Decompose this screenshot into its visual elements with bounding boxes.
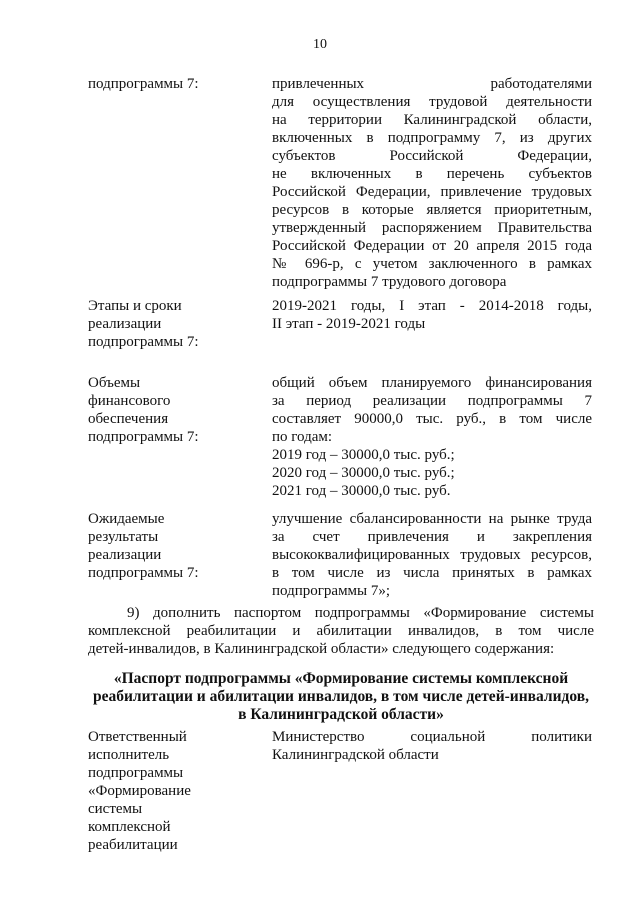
value-line: 2020 год – 30000,0 тыс. руб.; bbox=[272, 465, 455, 481]
value-line: составляет 90000,0 тыс. руб., в том числе bbox=[272, 411, 592, 427]
heading-line: реабилитации и абилитации инвалидов, в том числе детей-инвалидов, bbox=[93, 688, 589, 705]
value-line: № 696-р, с учетом заключенного в рамках bbox=[272, 256, 592, 272]
value-line: высококвалифицированных трудовых ресурсов, bbox=[272, 547, 592, 563]
paragraph-line: 9) дополнить паспортом подпрограммы «Формирование системы bbox=[127, 605, 594, 621]
value-line: для осуществления трудовой деятельности bbox=[272, 94, 592, 110]
value-line: в том числе из числа принятых в рамках bbox=[272, 565, 592, 581]
row-value bbox=[272, 75, 592, 291]
label-line: исполнитель bbox=[88, 747, 170, 763]
row-label bbox=[88, 297, 248, 351]
value-line: за счет привлечения и закрепления bbox=[272, 529, 592, 545]
paragraph-line: детей-инвалидов, в Калининградской области» следующего содержания: bbox=[88, 641, 555, 657]
row-label bbox=[88, 728, 248, 854]
row-value bbox=[272, 728, 592, 764]
value-line: Российской Федерации, привлечение трудовых bbox=[272, 184, 592, 200]
label-line: результаты bbox=[88, 529, 159, 545]
row-value bbox=[272, 374, 592, 500]
page-number: 10 bbox=[313, 37, 327, 52]
value-line: подпрограммы 7 трудового договора bbox=[272, 274, 507, 290]
value-line: включенных в подпрограмму 7, из других bbox=[272, 130, 592, 146]
row-label bbox=[88, 510, 248, 582]
label-line: Этапы и сроки bbox=[88, 298, 182, 314]
value-line: за период реализации подпрограммы 7 bbox=[272, 393, 592, 409]
value-line: Министерство социальной политики bbox=[272, 729, 592, 745]
row-label bbox=[88, 75, 248, 93]
body-paragraph bbox=[88, 604, 594, 658]
value-line: 2019-2021 годы, I этап - 2014-2018 годы, bbox=[272, 298, 592, 314]
value-line: подпрограммы 7»; bbox=[272, 583, 391, 599]
label-line: реализации bbox=[88, 547, 162, 563]
value-line: Калининградской области bbox=[272, 747, 439, 763]
value-line: утвержденный распоряжением Правительства bbox=[272, 220, 592, 236]
label-line: комплексной bbox=[88, 819, 171, 835]
value-line: Российской Федерации от 20 апреля 2015 года bbox=[272, 238, 592, 254]
value-line: субъектов Российской Федерации, bbox=[272, 148, 592, 164]
heading-line: в Калининградской области» bbox=[238, 706, 444, 723]
label-line: «Формирование bbox=[88, 783, 191, 799]
label-line: подпрограммы 7: bbox=[88, 334, 199, 350]
label-line: реализации bbox=[88, 316, 162, 332]
heading-line: «Паспорт подпрограммы «Формирование системы комплексной bbox=[113, 670, 569, 687]
row-label bbox=[88, 374, 248, 446]
label-line: подпрограммы 7: bbox=[88, 565, 199, 581]
value-line: улучшение сбалансированности на рынке труда bbox=[272, 511, 592, 527]
paragraph-line: комплексной реабилитации и абилитации инвалидов, в том числе bbox=[88, 623, 594, 639]
label-line: реабилитации bbox=[88, 837, 178, 853]
label-line: Ответственный bbox=[88, 729, 187, 745]
value-line: по годам: bbox=[272, 429, 333, 445]
label-line: подпрограммы bbox=[88, 765, 184, 781]
value-line: общий объем планируемого финансирования bbox=[272, 375, 592, 391]
value-line: не включенных в перечень субъектов bbox=[272, 166, 592, 182]
value-line: 2021 год – 30000,0 тыс. руб. bbox=[272, 483, 451, 499]
label-line: обеспечения bbox=[88, 411, 169, 427]
label-line: подпрограммы 7: bbox=[88, 429, 199, 445]
row-value bbox=[272, 297, 592, 333]
label-line: Ожидаемые bbox=[88, 511, 165, 527]
value-line: II этап - 2019-2021 годы bbox=[272, 316, 426, 332]
value-line: привлеченных работодателями bbox=[272, 76, 592, 92]
value-line: 2019 год – 30000,0 тыс. руб.; bbox=[272, 447, 455, 463]
label-line: системы bbox=[88, 801, 143, 817]
row-value bbox=[272, 510, 592, 600]
passport-heading bbox=[88, 670, 594, 724]
value-line: ресурсов в которые является приоритетным, bbox=[272, 202, 592, 218]
value-line: на территории Калининградской области, bbox=[272, 112, 592, 128]
label-line: финансового bbox=[88, 393, 171, 409]
label-line: подпрограммы 7: bbox=[88, 76, 199, 92]
label-line: Объемы bbox=[88, 375, 141, 391]
